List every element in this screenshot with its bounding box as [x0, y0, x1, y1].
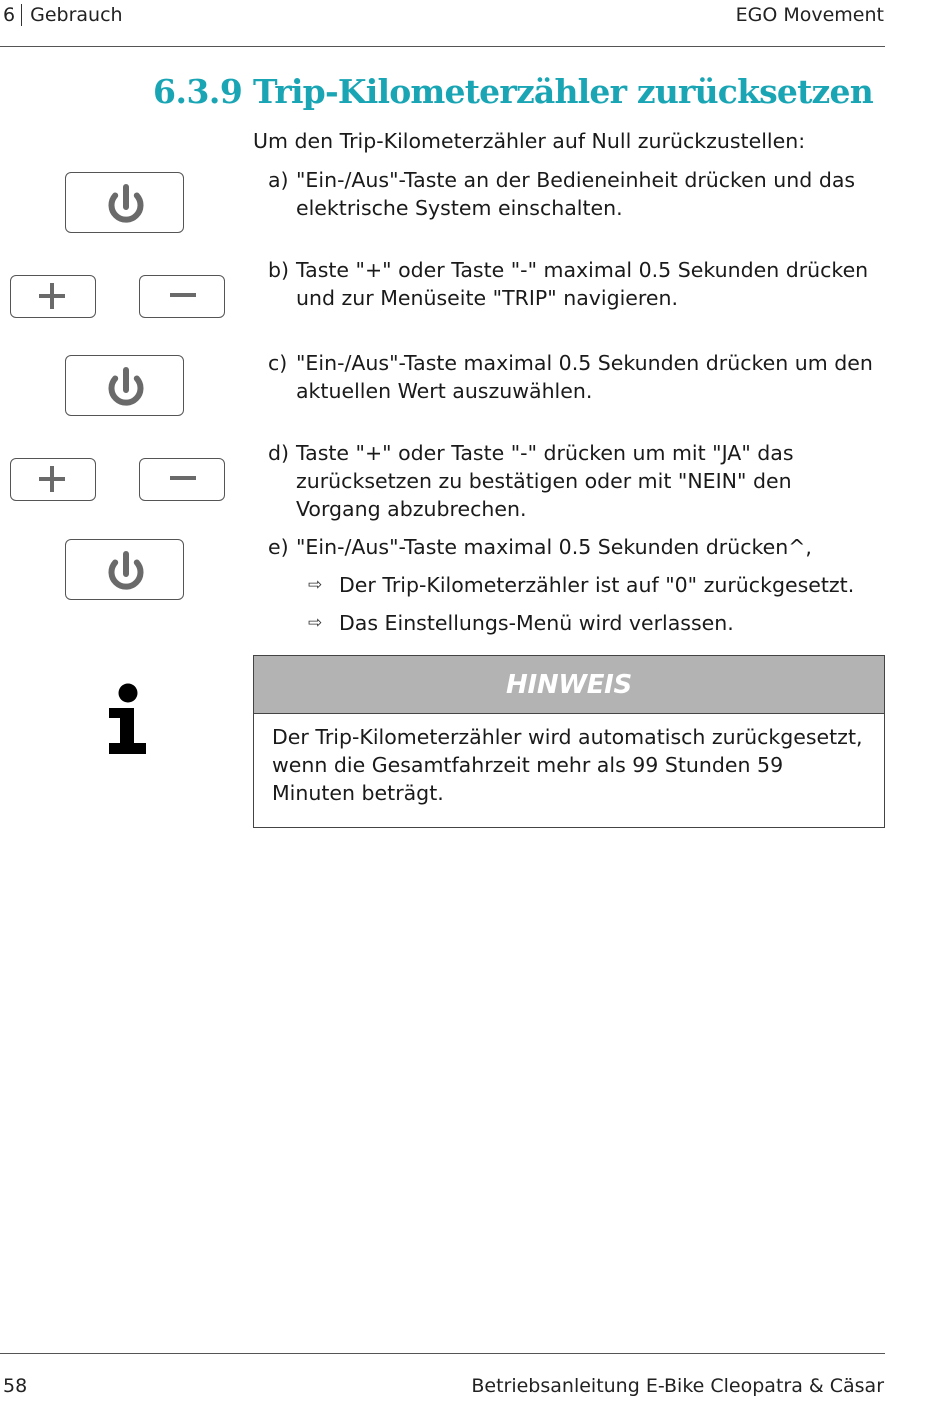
- header-divider: [21, 4, 22, 26]
- header-rule: [0, 46, 885, 47]
- step-label: d): [268, 441, 290, 465]
- notice-box: [253, 655, 885, 828]
- power-key-icon: [65, 355, 184, 416]
- step-b: [268, 256, 888, 312]
- step-a: [268, 166, 888, 222]
- section-title: Trip-Kilometerzähler zurücksetzen: [253, 72, 873, 111]
- notice-header: [254, 656, 884, 714]
- arrow-right-outline-icon: ⇨: [308, 613, 323, 633]
- step-text: "Ein-/Aus"-Taste maximal 0.5 Sekunden drücken^,: [296, 535, 812, 559]
- minus-key-icon: [139, 458, 225, 501]
- intro-text: Um den Trip-Kilometerzähler auf Null zurückzustellen:: [253, 129, 806, 153]
- result-item: [308, 609, 734, 637]
- header-page-number: 6: [3, 4, 16, 26]
- step-label: b): [268, 258, 290, 282]
- power-key-icon: [65, 539, 184, 600]
- footer-document-title: Betriebsanleitung E-Bike Cleopatra & Cäsar: [471, 1375, 884, 1397]
- arrow-right-outline-icon: ⇨: [308, 575, 323, 595]
- result-text: Das Einstellungs-Menü wird verlassen.: [339, 611, 734, 635]
- notice-text: Der Trip-Kilometerzähler wird automatisch zurückgesetzt, wenn die Gesamtfahrzeit mehr als 99 Stunden 59 Minuten beträgt.: [272, 725, 863, 805]
- step-text: "Ein-/Aus"-Taste maximal 0.5 Sekunden drücken um den aktuellen Wert auszuwählen.: [296, 351, 873, 403]
- info-icon: [100, 683, 152, 761]
- step-label: e): [268, 535, 289, 559]
- plus-key-icon: [10, 275, 96, 318]
- step-label: a): [268, 168, 289, 192]
- header-brand: EGO Movement: [735, 4, 884, 26]
- footer-rule: [0, 1353, 885, 1354]
- step-text: Taste "+" oder Taste "-" drücken um mit "JA" das zurücksetzen zu bestätigen oder mit "NEIN" den Vorgang abzubrechen.: [296, 441, 794, 521]
- header-section: Gebrauch: [30, 4, 123, 26]
- notice-title: HINWEIS: [506, 669, 632, 700]
- result-text: Der Trip-Kilometerzähler ist auf "0" zurückgesetzt.: [339, 573, 855, 597]
- page-header-left: [3, 3, 123, 27]
- section-number: 6.3.9: [153, 72, 243, 111]
- step-label: c): [268, 351, 288, 375]
- step-c: [268, 349, 888, 405]
- plus-key-icon: [10, 458, 96, 501]
- step-e: [268, 533, 888, 561]
- minus-key-icon: [139, 275, 225, 318]
- footer-page-number: 58: [3, 1375, 28, 1397]
- step-d: [268, 439, 843, 523]
- step-text: "Ein-/Aus"-Taste an der Bedieneinheit drücken und das elektrische System einschalten.: [296, 168, 856, 220]
- step-text: Taste "+" oder Taste "-" maximal 0.5 Sekunden drücken und zur Menüseite "TRIP" navigieren.: [296, 258, 869, 310]
- power-key-icon: [65, 172, 184, 233]
- result-item: [308, 571, 854, 599]
